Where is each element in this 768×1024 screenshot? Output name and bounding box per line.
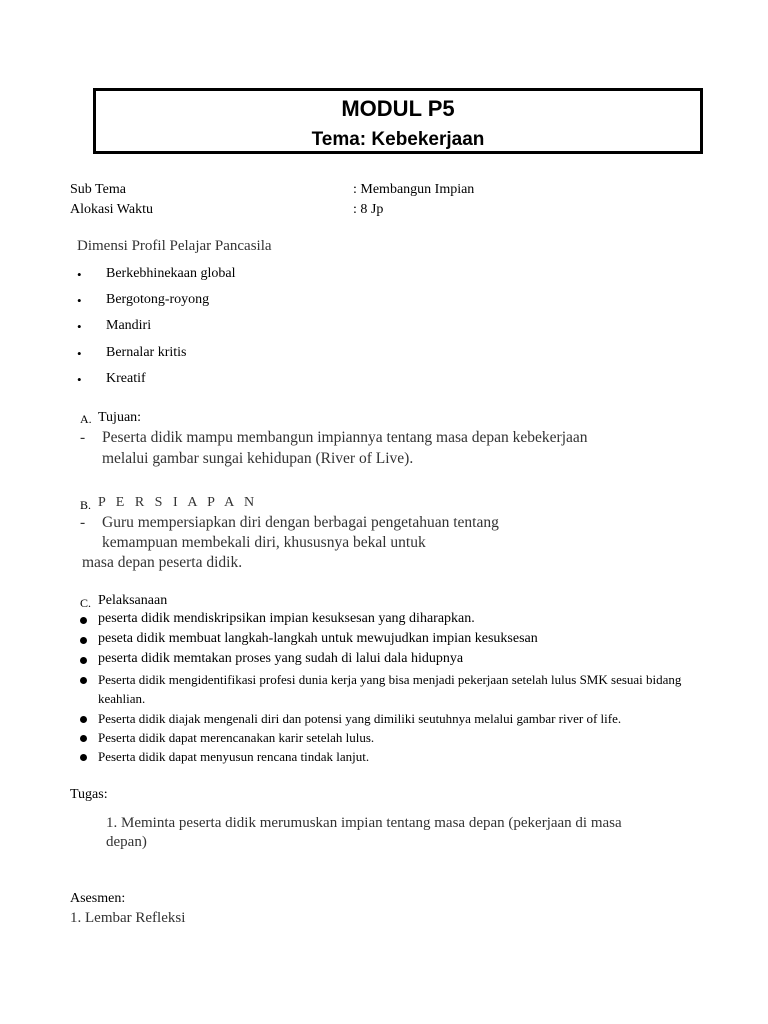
pelaksanaan-small-item: Peserta didik mengidentifikasi profesi dunia kerja yang bisa menjadi pekerjaan setelah lulus SMK sesuai bidang [98, 672, 682, 687]
tugas-title: Tugas: [70, 787, 108, 802]
pelaksanaan-continuation: keahlian. [98, 691, 146, 706]
pelaksanaan-item: peserta didik mendiskripsikan impian kesuksesan yang diharapkan. [98, 611, 475, 626]
dimensi-item: Mandiri [106, 318, 152, 333]
persiapan-title: P E R S I A P A N [98, 495, 258, 510]
section-marker-a: A. [80, 412, 92, 426]
pelaksanaan-small-item: Peserta didik dapat menyusun rencana tindak lanjut. [98, 749, 370, 764]
pelaksanaan-title: Pelaksanaan [98, 593, 168, 608]
persiapan-line: masa depan peserta didik. [82, 554, 243, 571]
meta-label-alokasi: Alokasi Waktu [70, 202, 153, 217]
module-title: MODUL P5 [341, 96, 455, 121]
meta-value-alokasi: : 8 Jp [353, 202, 384, 217]
tujuan-line: melalui gambar sungai kehidupan (River of Live). [102, 450, 414, 467]
bullet-icon [80, 657, 87, 664]
persiapan-line: Guru mempersiapkan diri dengan berbagai pengetahuan tentang [102, 514, 499, 531]
bullet-icon [80, 677, 87, 684]
dimensi-item: Berkebhinekaan global [106, 266, 236, 281]
asesmen-title: Asesmen: [70, 891, 126, 906]
bullet-icon: • [77, 346, 82, 361]
tugas-line: 1. Meminta peserta didik merumuskan impian tentang masa depan (pekerjaan di masa [106, 815, 622, 831]
section-marker-b: B. [80, 498, 92, 512]
bullet-icon [80, 735, 87, 742]
module-theme: Tema: Kebekerjaan [311, 129, 485, 150]
tujuan-line: Peserta didik mampu membangun impiannya tentang masa depan kebekerjaan [102, 429, 588, 446]
tujuan-title: Tujuan: [98, 410, 142, 425]
bullet-icon: • [77, 319, 82, 334]
bullet-icon [80, 617, 87, 624]
pelaksanaan-small-item: Peserta didik dapat merencanakan karir setelah lulus. [98, 730, 375, 745]
bullet-icon: • [77, 267, 82, 282]
dash: - [80, 514, 86, 531]
pelaksanaan-small-item: Peserta didik diajak mengenali diri dan potensi yang dimiliki seutuhnya melalui gambar river of life. [98, 711, 622, 726]
dimensi-title: Dimensi Profil Pelajar Pancasila [77, 238, 272, 254]
dimensi-item: Bernalar kritis [106, 345, 187, 360]
pelaksanaan-item: peserta didik memtakan proses yang sudah di lalui dala hidupnya [98, 651, 464, 666]
dash: - [80, 429, 86, 446]
pelaksanaan-item: peseta didik membuat langkah-langkah untuk mewujudkan impian kesuksesan [98, 631, 538, 646]
section-marker-c: C. [80, 596, 92, 610]
bullet-icon [80, 637, 87, 644]
asesmen-item: 1. Lembar Refleksi [70, 910, 186, 926]
bullet-icon [80, 716, 87, 723]
meta-value-subtema: : Membangun Impian [353, 182, 475, 197]
bullet-icon: • [77, 293, 82, 308]
persiapan-line: kemampuan membekali diri, khususnya bekal untuk [102, 534, 426, 551]
bullet-icon: • [77, 372, 82, 387]
dimensi-item: Kreatif [106, 371, 146, 386]
tugas-line: depan) [106, 834, 147, 850]
meta-label-subtema: Sub Tema [70, 182, 126, 197]
dimensi-item: Bergotong-royong [106, 292, 210, 307]
bullet-icon [80, 754, 87, 761]
